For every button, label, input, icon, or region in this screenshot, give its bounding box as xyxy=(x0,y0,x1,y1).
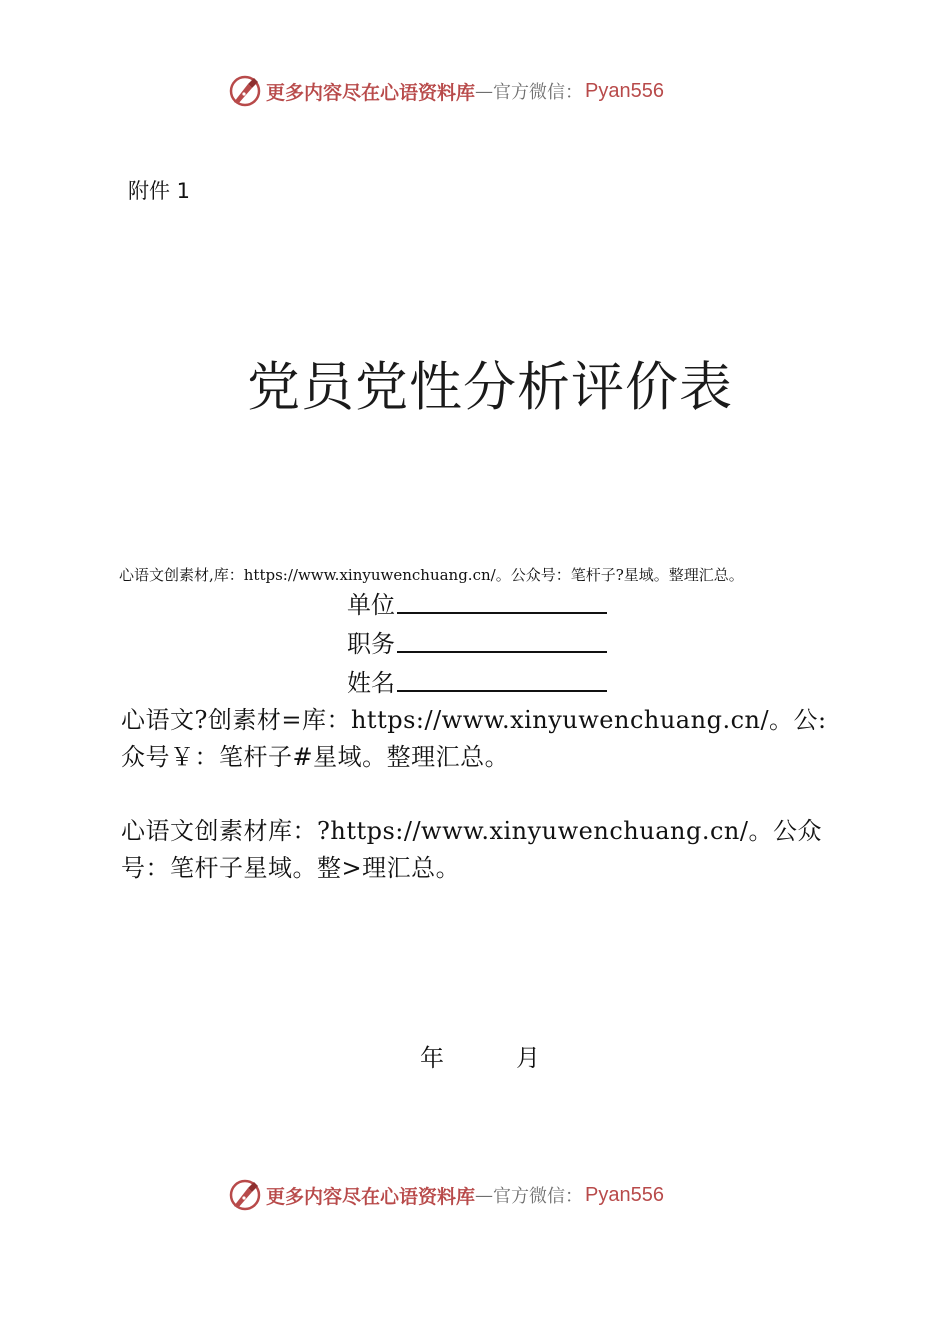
field-name-blank[interactable] xyxy=(397,690,607,692)
banner-dash: — xyxy=(475,1184,494,1206)
field-name-label: 姓名 xyxy=(347,669,395,697)
field-unit-blank[interactable] xyxy=(397,612,607,614)
banner-wechat-id: Pyan556 xyxy=(585,79,664,102)
field-position xyxy=(347,623,607,659)
page-title: 党员党性分析评价表 xyxy=(247,357,733,418)
attachment-label: 附件 1 xyxy=(128,179,191,203)
banner-official-label: 官方微信： xyxy=(493,82,584,103)
pen-nib-logo-icon xyxy=(228,74,262,108)
source-note: 心语文创素材,库：https://www.xinyuwenchuang.cn/。公众号：笔杆子?星域。整理汇总。 xyxy=(119,566,744,584)
banner-dash: — xyxy=(475,80,494,102)
banner-lead-text: 更多内容尽在心语资料库 xyxy=(266,1185,476,1208)
header-banner xyxy=(228,73,664,109)
footer-banner xyxy=(228,1177,664,1213)
field-unit xyxy=(347,584,607,620)
date-year-label: 年 xyxy=(420,1044,444,1072)
field-unit-label: 单位 xyxy=(347,591,395,619)
field-name xyxy=(347,662,607,698)
banner-lead-text: 更多内容尽在心语资料库 xyxy=(266,81,476,104)
pen-nib-logo-icon xyxy=(228,1178,262,1212)
banner-wechat-id: Pyan556 xyxy=(585,1183,664,1206)
banner-official-label: 官方微信： xyxy=(493,1186,584,1207)
date-month-label: 月 xyxy=(516,1044,540,1072)
field-position-label: 职务 xyxy=(347,630,395,658)
paragraph-1: 心语文?创素材=库：https://www.xinyuwenchuang.cn/。公:众号￥：笔杆子#星域。整理汇总。 xyxy=(121,706,827,771)
field-position-blank[interactable] xyxy=(397,651,607,653)
paragraph-2: 心语文创素材库：?https://www.xinyuwenchuang.cn/。公众号：笔杆子星域。整>理汇总。 xyxy=(121,817,822,882)
